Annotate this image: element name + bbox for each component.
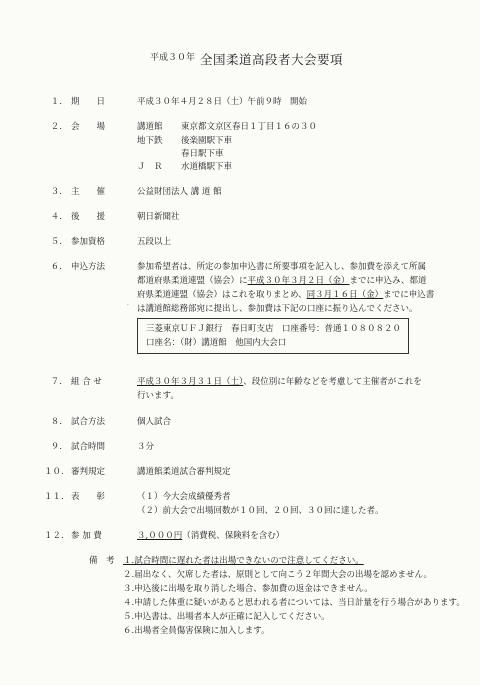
section-11-label: 表 彰 — [71, 492, 106, 502]
application-line-4: は講道館総務部宛に提出し、参加費は下記の口座に振り込んでください。 — [137, 304, 418, 314]
award-item-2: （２）前大会で出場回数が１０回、２０回、３０回に達した者。 — [137, 506, 384, 516]
section-1-value: 平成３０年４月２８日（土）午前９時 開始 — [137, 97, 308, 107]
deadline-1: 平成３０年３月２日（金） — [247, 276, 350, 286]
section-4-number: ４. — [50, 212, 62, 222]
jr-station: 水道橋駅下車 — [181, 162, 233, 172]
subway-label: 地下鉄 — [137, 136, 163, 146]
section-2-number: ２. — [50, 122, 62, 132]
section-6-label: 申込方法 — [71, 262, 106, 272]
note-4: ４.申請した体重に疑いがあると思われる者については、当日計量を行う場合があります。 — [123, 598, 465, 608]
section-6-number: ６. — [50, 262, 62, 272]
application-line-2 — [137, 276, 427, 287]
section-12-number: １２. — [44, 531, 64, 541]
section-7-number: ７. — [50, 377, 62, 387]
section-4-value: 朝日新聞社 — [137, 212, 180, 222]
notes-label: 備 考 — [89, 556, 115, 566]
section-8-value: 個人試合 — [137, 417, 172, 427]
venue-address: 東京都文京区春日１丁目１６の３０ — [181, 122, 318, 132]
section-3-value: 公益財団法人 講 道 館 — [137, 187, 222, 197]
page-title: 全国柔道高段者大会要項 — [200, 52, 344, 67]
bank-account-box — [137, 318, 409, 354]
section-9-number: ９. — [50, 442, 62, 452]
application-line-2-text: 都道府県柔道連盟（協会）に — [137, 276, 248, 286]
note-5: ５.申込書は、出場者本人が正確に記入してください。 — [123, 612, 330, 622]
section-9-label: 試合時間 — [71, 442, 106, 452]
fee-amount: ３,０００円 — [137, 531, 183, 541]
jr-label: Ｊ Ｒ — [137, 162, 163, 172]
subway-station-2: 春日駅下車 — [181, 149, 224, 159]
section-8-label: 試合方法 — [71, 417, 106, 427]
section-8-number: ８. — [50, 417, 62, 427]
section-2-label: 会 場 — [71, 122, 106, 132]
application-line-3 — [137, 290, 434, 301]
application-line-3-tail: までに申込書 — [383, 290, 435, 300]
fee-note: （消費税、保険料を含む） — [182, 531, 285, 541]
section-4-label: 後 援 — [71, 212, 106, 222]
section-11-number: １１. — [44, 492, 64, 502]
note-1: １.試合時間に遅れた者は出場できないので注意してください。 — [123, 556, 364, 566]
section-10-number: １０. — [44, 467, 64, 477]
section-1-label: 期 日 — [71, 97, 106, 107]
application-line-2-tail: までに申込み、都道 — [349, 276, 427, 286]
section-12-label: 参 加 費 — [71, 531, 102, 541]
deadline-2: 同３月１６日（金） — [306, 290, 384, 300]
pairing-line-1 — [137, 377, 422, 388]
note-3: ３.申込後に出場を取り消した場合、参加費の返金はできません。 — [123, 584, 373, 594]
title-era: 平成３０年 — [150, 53, 196, 63]
bank-account-line-2: 口座名：（財）講道館 他国内大会口 — [146, 338, 287, 348]
section-10-value: 講道館柔道試合審判規定 — [137, 467, 231, 477]
section-5-value: 五段以上 — [137, 237, 172, 247]
section-3-number: ３. — [50, 187, 62, 197]
section-10-label: 審判規定 — [71, 467, 106, 477]
pairing-line-2: 行います。 — [137, 391, 179, 401]
note-2: ２.届出なく、欠席した者は、原則として向こう２年間大会の出場を認めません。 — [123, 570, 433, 580]
application-line-1: 参加希望者は、所定の参加申込書に所要事項を記入し、参加費を添えて所属 — [137, 262, 427, 272]
section-1-number: １. — [50, 97, 62, 107]
award-item-1: （１）今大会成績優秀者 — [137, 492, 231, 502]
section-9-value: ３分 — [137, 442, 155, 452]
fee-line — [137, 531, 284, 542]
pairing-line-1-text: 、段位別に年齢などを考慮して主催者がこれを — [243, 377, 422, 387]
bank-account-line-1: 三菱東京ＵＦＪ銀行 春日町支店 口座番号：普通１０８０８２０ — [146, 324, 402, 334]
section-5-number: ５. — [50, 237, 62, 247]
scan-dot-mark: · — [127, 302, 129, 309]
venue-label: 講道館 — [137, 122, 163, 132]
pairing-date: 平成３０年３月３１日（土） — [137, 377, 244, 387]
note-6: ６.出場者全員傷害保険に加入します。 — [123, 626, 270, 636]
section-3-label: 主 催 — [71, 187, 106, 197]
section-5-label: 参加資格 — [71, 237, 106, 247]
section-7-label: 組 合 せ — [71, 377, 102, 387]
application-line-3-text: 府県柔道連盟（協会）はこれを取りまとめ、 — [137, 290, 307, 300]
subway-station-1: 後楽園駅下車 — [181, 136, 233, 146]
